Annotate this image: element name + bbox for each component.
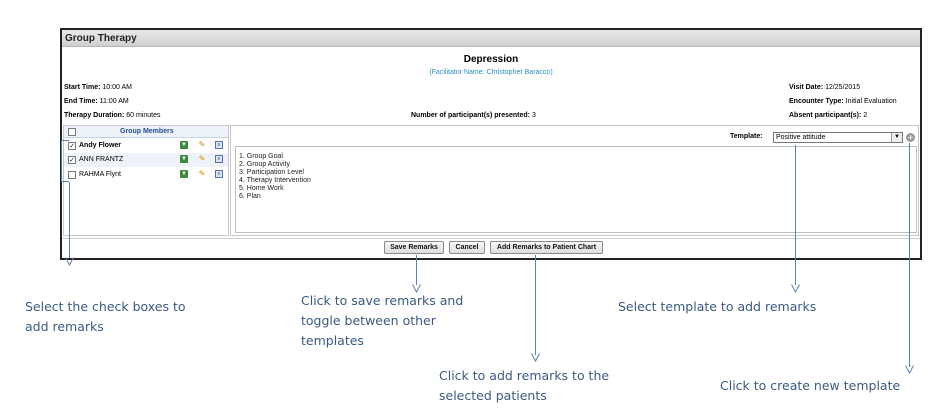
therapy-duration — [64, 112, 161, 119]
member-name: Andy Flower — [79, 142, 122, 149]
absent-value: 2 — [863, 112, 868, 119]
start-time-label: Start Time: — [64, 84, 101, 91]
callout-line: Click to create new template — [720, 378, 901, 393]
checkbox-highlight-bracket — [61, 140, 69, 182]
template-selected-value: Positive attitude — [776, 134, 826, 141]
chevron-down-icon[interactable]: ▼ — [891, 133, 902, 142]
arrow-down-icon — [791, 284, 800, 293]
member-name: ANN FRANTZ — [79, 156, 124, 163]
callout-line: toggle between other — [301, 313, 436, 328]
remark-line: 5. Home Work — [239, 185, 284, 192]
remark-line: 1. Group Goal — [239, 153, 283, 160]
participants-label: Number of participant(s) presented: — [411, 112, 531, 119]
template-label: Template: — [730, 133, 763, 140]
visit-date — [789, 84, 860, 91]
callout-checkboxes — [25, 297, 186, 337]
add-chart-callout-line — [535, 255, 536, 355]
session-heading: Depression — [463, 54, 519, 65]
callout-line: templates — [301, 333, 364, 348]
download-icon[interactable]: ▼ — [181, 142, 187, 148]
end-time-value: 11:00 AM — [99, 98, 129, 105]
arrow-down-icon — [905, 365, 914, 374]
participants-value: 3 — [531, 112, 536, 119]
template-select[interactable] — [773, 132, 903, 143]
member-checkbox[interactable]: ✓ — [69, 157, 75, 164]
callout-line: Click to add remarks to the — [439, 368, 610, 383]
arrow-down-icon — [531, 353, 540, 362]
patient-chart-icon[interactable]: ≡ — [215, 155, 223, 163]
select-all-checkbox[interactable] — [68, 128, 76, 136]
remarks-textarea[interactable] — [235, 146, 917, 233]
download-icon[interactable]: ▼ — [181, 156, 187, 162]
end-time-label: End Time: — [64, 98, 98, 105]
patient-chart-icon[interactable]: ≡ — [215, 141, 223, 149]
encounter-label: Encounter Type: — [789, 98, 844, 105]
cancel-button[interactable]: Cancel — [449, 241, 485, 254]
new-template-callout-line — [909, 143, 910, 367]
callout-line: add remarks — [25, 319, 104, 334]
arrow-down-icon — [65, 257, 74, 266]
duration-label: Therapy Duration: — [64, 112, 125, 119]
add-template-icon[interactable]: + — [906, 133, 915, 142]
add-remarks-to-chart-button[interactable]: Add Remarks to Patient Chart — [490, 241, 603, 254]
callout-template — [618, 297, 816, 317]
download-icon[interactable]: ▼ — [181, 171, 187, 177]
callout-line: Select template to add remarks — [618, 299, 817, 314]
member-checkbox[interactable]: ✓ — [69, 143, 75, 150]
member-checkbox[interactable] — [68, 171, 76, 179]
absent-participants — [789, 112, 867, 119]
window-title: Group Therapy — [62, 30, 920, 47]
pencil-icon[interactable]: ✎ — [198, 154, 206, 163]
remark-line: 6. Plan — [239, 193, 261, 200]
callout-line: Select the check boxes to — [25, 299, 186, 314]
patient-chart-icon[interactable]: ≡ — [215, 170, 223, 178]
group-members-title: Group Members — [120, 128, 174, 135]
checkbox-callout-line — [69, 182, 70, 258]
encounter-value: Initial Evaluation — [845, 98, 897, 105]
remark-line: 2. Group Activity — [239, 161, 290, 168]
pencil-icon[interactable]: ✎ — [198, 140, 206, 149]
member-name: RAHMA Flynt — [79, 171, 122, 178]
pencil-icon[interactable]: ✎ — [198, 169, 206, 178]
save-callout-line — [416, 255, 417, 285]
start-time — [64, 84, 132, 91]
visit-date-value: 12/25/2015 — [825, 84, 861, 91]
template-callout-line — [795, 145, 796, 285]
absent-label: Absent participant(s): — [789, 112, 862, 119]
save-remarks-button[interactable]: Save Remarks — [384, 241, 444, 254]
duration-value: 60 minutes — [126, 112, 161, 119]
visit-date-label: Visit Date: — [789, 84, 824, 91]
callout-line: Click to save remarks and — [301, 293, 464, 308]
facilitator-name: (Facilitator Name: Christopher Baracco) — [429, 69, 553, 76]
remark-line: 3. Participation Level — [239, 169, 304, 176]
participants-count — [411, 112, 536, 119]
end-time — [64, 98, 129, 105]
start-time-value: 10:00 AM — [102, 84, 132, 91]
footer-divider — [62, 238, 920, 239]
callout-add-chart — [439, 366, 609, 406]
remark-line: 4. Therapy Intervention — [239, 177, 311, 184]
encounter-type — [789, 98, 897, 105]
callout-new-template — [720, 376, 900, 396]
callout-save — [301, 291, 463, 351]
callout-line: selected patients — [439, 388, 547, 403]
